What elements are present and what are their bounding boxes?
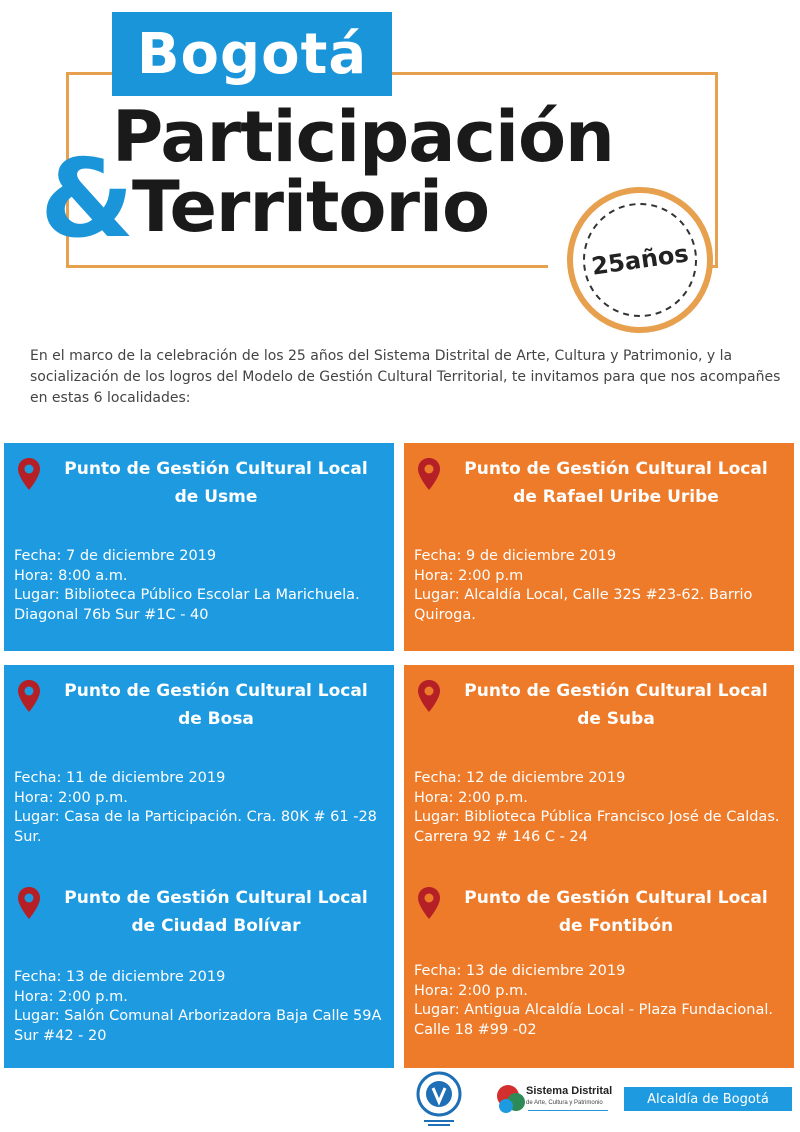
card-lugar: Lugar: Antigua Alcaldía Local - Plaza Fundacional. Calle 18 #99 -02 [414, 1002, 773, 1038]
location-pin-icon [416, 886, 442, 920]
svg-text:de Arte, Cultura y Patrimonio: de Arte, Cultura y Patrimonio [526, 1100, 603, 1106]
card-title: Punto de Gestión Cultural Local [64, 888, 368, 908]
card-lugar: Lugar: Casa de la Participación. Cra. 80K # 61 -28 Sur. [14, 809, 377, 845]
card-place: de Suba [577, 709, 655, 729]
card-hora: Hora: 2:00 p.m [414, 567, 524, 584]
card-place: de Rafael Uribe Uribe [513, 487, 719, 507]
card-hora: Hora: 2:00 p.m. [14, 789, 128, 806]
alcaldia-badge [624, 1087, 792, 1111]
card-fecha: Fecha: 12 de diciembre 2019 [414, 770, 626, 786]
location-pin-icon [416, 457, 442, 491]
card-fecha: Fecha: 11 de diciembre 2019 [14, 770, 226, 786]
event-card-ciudad-bolivar [4, 872, 394, 1068]
card-fecha: Fecha: 13 de diciembre 2019 [414, 963, 626, 979]
event-card-suba [404, 665, 794, 873]
ampersand: & [40, 137, 135, 262]
card-hora: Hora: 2:00 p.m. [14, 988, 128, 1005]
alcaldia-label: Alcaldía de Bogotá [647, 1091, 769, 1107]
card-title: Punto de Gestión Cultural Local [464, 888, 768, 908]
card-hora: Hora: 2:00 p.m. [414, 789, 528, 806]
sistema-distrital-logo [494, 1074, 614, 1124]
intro-paragraph: En el marco de la celebración de los 25 años del Sistema Distrital de Arte, Cultura y Patrimonio, y la socialización de los logros del Modelo de Gestión Cultural Territorial, te invitamos para que nos acompañes en estas 6 localidades: [30, 348, 781, 406]
location-pin-icon [16, 886, 42, 920]
city-label: Bogotá [136, 21, 368, 87]
card-lugar: Lugar: Biblioteca Público Escolar La Marichuela. Diagonal 76b Sur #1C - 40 [14, 587, 360, 623]
location-pin-icon [416, 679, 442, 713]
card-lugar: Lugar: Salón Comunal Arborizadora Baja Calle 59A Sur #42 - 20 [14, 1008, 382, 1044]
anniversary-seal [566, 186, 714, 334]
city-banner [112, 12, 392, 96]
card-fecha: Fecha: 7 de diciembre 2019 [14, 548, 217, 564]
card-fecha: Fecha: 13 de diciembre 2019 [14, 969, 226, 985]
card-title: Punto de Gestión Cultural Local [64, 459, 368, 479]
location-pin-icon [16, 679, 42, 713]
event-card-fontibon [404, 872, 794, 1068]
card-title: Punto de Gestión Cultural Local [464, 681, 768, 701]
title-line-2: Territorio [132, 166, 490, 248]
location-pin-icon [16, 457, 42, 491]
card-hora: Hora: 8:00 a.m. [14, 567, 128, 584]
svg-text:Sistema Distrital: Sistema Distrital [526, 1085, 613, 1097]
card-fecha: Fecha: 9 de diciembre 2019 [414, 548, 617, 564]
seal-text: 25años [589, 239, 691, 281]
university-logo [414, 1070, 464, 1128]
card-lugar: Lugar: Biblioteca Pública Francisco José de Caldas. Carrera 92 # 146 C - 24 [414, 809, 780, 845]
card-place: de Usme [174, 487, 258, 507]
event-card-usme [4, 443, 394, 651]
card-place: de Ciudad Bolívar [131, 916, 301, 936]
card-place: de Fontibón [558, 916, 674, 936]
title-line-1: Participación [112, 96, 614, 178]
card-lugar: Lugar: Alcaldía Local, Calle 32S #23-62. Barrio Quiroga. [414, 587, 753, 623]
event-card-rafael-uribe [404, 443, 794, 651]
event-card-bosa [4, 665, 394, 873]
card-title: Punto de Gestión Cultural Local [64, 681, 368, 701]
card-hora: Hora: 2:00 p.m. [414, 982, 528, 999]
card-place: de Bosa [178, 709, 254, 729]
card-title: Punto de Gestión Cultural Local [464, 459, 768, 479]
